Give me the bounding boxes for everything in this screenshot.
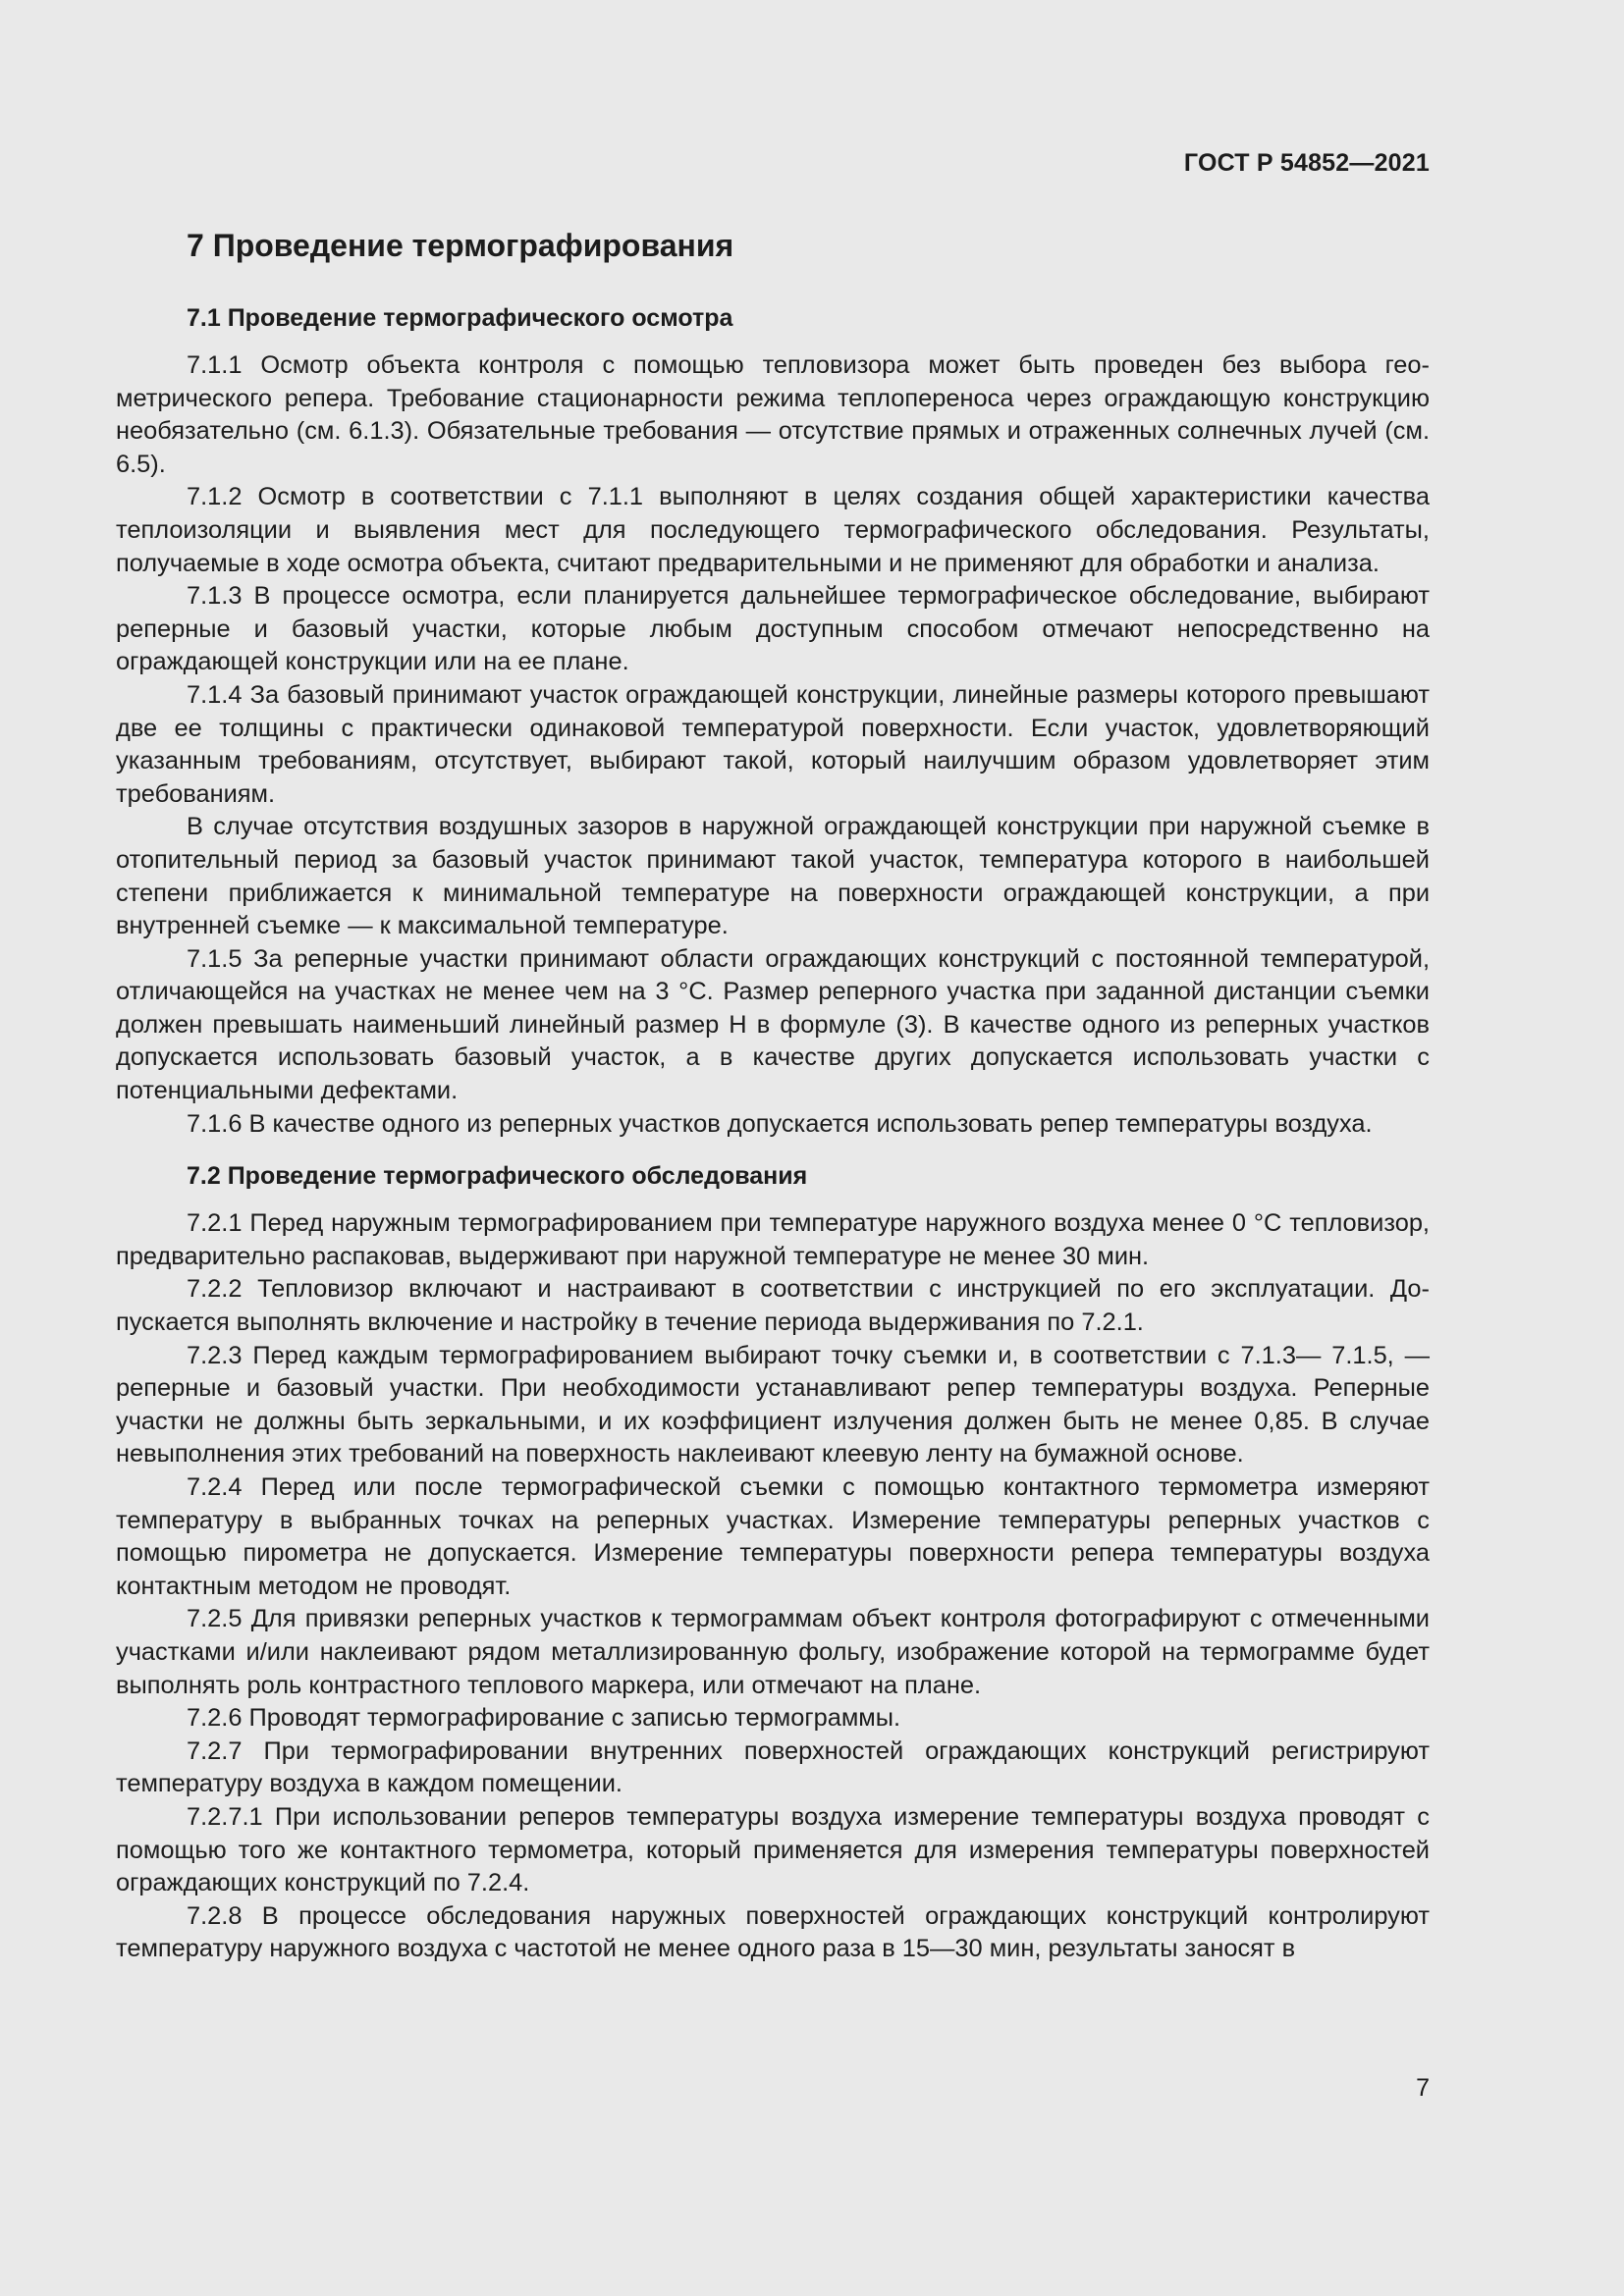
document-code: ГОСТ Р 54852—2021 bbox=[1183, 149, 1430, 177]
paragraph: 7.2.7 При термографировании внутренних поверхностей ограждающих конструкций регистрируют температуру воздуха в каждом помещении. bbox=[116, 1736, 1430, 1798]
paragraph: 7.2.4 Перед или после термографической съемки с помощью контактного термометра измеряют температуру в выбранных точках на реперных участках. Измерение температуры реперных участков с помощью пирометра не допускается. Измерение температуры поверхности репера температуры воздуха контактным методом не проводят. bbox=[116, 1473, 1430, 1600]
paragraph: 7.2.3 Перед каждым термографированием выбирают точку съемки и, в соответствии с 7.1.3— 7.1.5, — реперные и базовый участки. При необходимости устанавливают репер температуры воздуха. Реперные участки не должны быть зеркальными, и их коэффициент излучения должен быть не менее 0,85. В случае невыполнения этих требований на поверхность наклеивают клеевую ленту на бумажной основе. bbox=[116, 1341, 1430, 1468]
paragraph: 7.1.5 За реперные участки принимают области ограждающих конструкций с постоянной температурой, отличающейся на участках не менее чем на 3 °С. Размер реперного участка при заданной дистанции съемки должен превышать наименьший линейный размер Н в формуле (3). В качестве одного из реперных участков допускается использовать базовый участок, а в качестве других допускается использовать участки с потенциальными дефектами. bbox=[116, 944, 1430, 1105]
paragraph: 7.2.1 Перед наружным термографированием при температуре наружного воздуха менее 0 °С тепловизор, предварительно распаковав, выдерживают при наружной температуре не менее 30 мин. bbox=[116, 1209, 1430, 1270]
paragraph: 7.1.2 Осмотр в соответствии с 7.1.1 выполняют в целях создания общей характеристики качества теплоизоляции и выявления мест для последующего термографического обследования. Результаты, получаемые в ходе осмотра объекта, считают предварительными и не применяют для обработки и анализа. bbox=[116, 483, 1430, 577]
paragraph: 7.2.6 Проводят термографирование с записью термограммы. bbox=[187, 1704, 901, 1733]
paragraph: 7.2.8 В процессе обследования наружных поверхностей ограждающих конструкций контролируют температуру наружного воздуха с частотой не менее одного раза в 15—30 мин, результаты заносят в bbox=[116, 1901, 1430, 1963]
paragraph: 7.2.7.1 При использовании реперов температуры воздуха измерение температуры воздуха проводят с помощью того же контактного термометра, который применяется для измерения температуры поверхностей ограждающих конструкций по 7.2.4. bbox=[116, 1802, 1430, 1897]
section-title: 7 Проведение термографирования bbox=[187, 228, 734, 263]
document-body bbox=[116, 222, 1430, 1966]
paragraph: 7.1.1 Осмотр объекта контроля с помощью тепловизора может быть проведен без выбора геометрического репера. Требование стационарности режима теплопереноса через ограждающую конструкцию необязательно (см. 6.1.3). Обязательные требования — отсутствие прямых и отраженных солнечных лучей (см. 6.5). bbox=[116, 351, 1430, 478]
paragraph: 7.1.3 В процессе осмотра, если планируется дальнейшее термографическое обследование, выбирают реперные и базовый участки, которые любым доступным способом отмечают непосредственно на ограждающей конструкции или на ее плане. bbox=[116, 582, 1430, 676]
paragraph: 7.1.6 В качестве одного из реперных участков допускается использовать репер температуры воздуха. bbox=[187, 1109, 1373, 1138]
subsection-title: 7.1 Проведение термографического осмотра bbox=[187, 304, 733, 332]
paragraph: 7.2.2 Тепловизор включают и настраивают в соответствии с инструкцией по его эксплуатации. Допускается выполнять включение и настройку в течение периода выдерживания по 7.2.1. bbox=[116, 1275, 1430, 1337]
subsection-title: 7.2 Проведение термографического обследования bbox=[187, 1162, 808, 1191]
page-number: 7 bbox=[1416, 2074, 1430, 2102]
paragraph: 7.2.5 Для привязки реперных участков к термограммам объект контроля фотографируют с отмеченными участками и/или наклеивают рядом металлизированную фольгу, изображение которой на термограмме будет выполнять роль контрастного теплового маркера, или отмечают на плане. bbox=[116, 1605, 1430, 1699]
paragraph: 7.1.4 За базовый принимают участок ограждающей конструкции, линейные размеры которого превышают две ее толщины с практически одинаковой температурой поверхности. Если участок, удовлетворяющий указанным требованиям, отсутствует, выбирают такой, который наилучшим образом удовлетворяет этим требованиям. bbox=[116, 680, 1430, 808]
paragraph: В случае отсутствия воздушных зазоров в наружной ограждающей конструкции при наружной съемке в отопительный период за базовый участок принимают такой участок, температура которого в наибольшей степени приближается к минимальной температуре на поверхности ограждающей конструкции, а при внутренней съемке — к максимальной температуре. bbox=[116, 813, 1430, 940]
